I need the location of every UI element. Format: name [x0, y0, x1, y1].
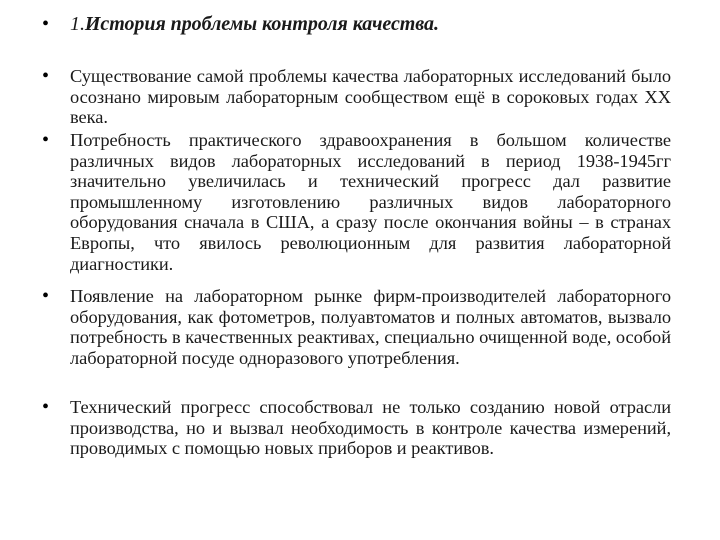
bullet-icon: •: [42, 396, 50, 418]
bullet-text: Технический прогресс способствовал не только созданию новой отрасли производства, но и вызвал необходимость в контроле качества измерений, проводимых с помощью новых приборов и реактивов.: [70, 397, 671, 459]
title-number: 1.: [70, 13, 85, 35]
bullet-icon: •: [42, 285, 50, 307]
bullet-text: Появление на лабораторном рынке фирм-производителей лабораторного оборудования, как фотометров, полуавтоматов и полных автоматов, вызвало потребность в качественных реактивах, специально очищенной воде, особой лабораторной посуде одноразового употребления.: [70, 286, 671, 368]
bullet-text: Существование самой проблемы качества лабораторных исследований было осознано мировым лабораторным сообществом ещё в сороковых годах XX века.: [70, 66, 671, 128]
bullet-icon: •: [42, 65, 50, 87]
bullet-icon: •: [42, 129, 50, 151]
slide-title: [70, 12, 671, 36]
bullet-text: Потребность практического здравоохранения в большом количестве различных видов лабораторных исследований в период 1938-1945гг значительно увеличилась и технический прогресс дал развитие промышленному изготовлению различных видов лабораторного оборудования сначала в США, а сразу после окончания войны – в странах Европы, что явилось революционным для развития лабораторной диагностики.: [70, 130, 671, 274]
bullet-icon: •: [42, 13, 50, 35]
title-text: История проблемы контроля качества.: [84, 13, 439, 35]
